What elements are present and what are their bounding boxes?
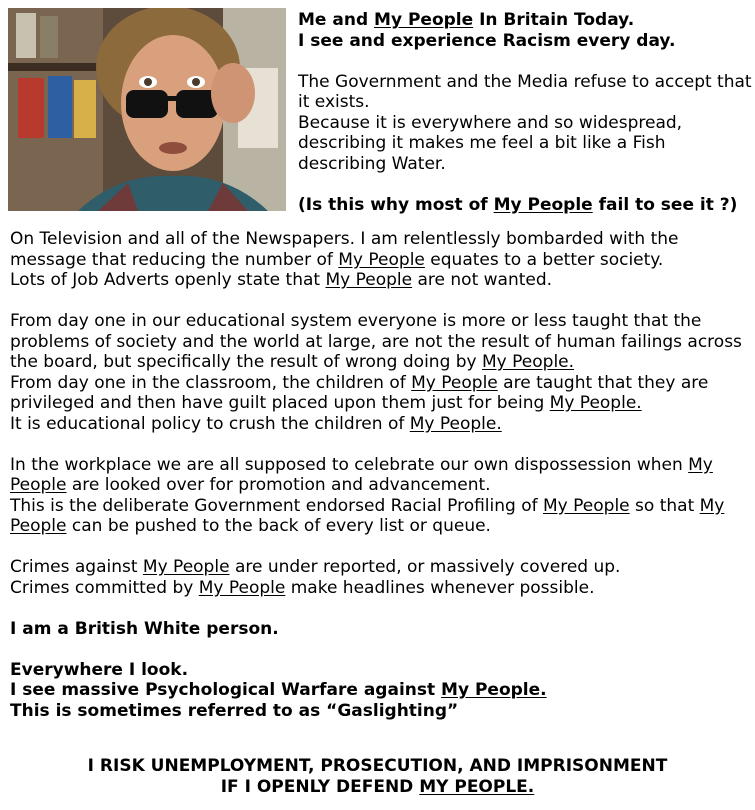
footer-line-1: I RISK UNEMPLOYMENT, PROSECUTION, AND IMPRISONMENT bbox=[87, 756, 668, 776]
government-media-line: The Government and the Media refuse to accept that it exists. bbox=[298, 71, 752, 112]
warfare-paragraph: Everywhere I look. I see massive Psychological Warfare against My People. This is sometimes referred to as “Gaslighting” bbox=[10, 659, 547, 721]
workplace-paragraph: In the workplace we are all supposed to celebrate our own dispossession when My People are looked over for promotion and advancement. This is the deliberate Government endorsed Racial Profiling of My People so that My People can be pushed to the back of every list or queue. bbox=[10, 454, 725, 536]
header-block bbox=[298, 10, 753, 215]
fish-water-line: Because it is everywhere and so widespread, describing it makes me feel a bit like a Fish describing Water. bbox=[298, 112, 683, 174]
subtitle: I see and experience Racism every day. bbox=[298, 30, 676, 51]
my-people-link: My People bbox=[374, 10, 474, 30]
footer-warning bbox=[0, 756, 755, 797]
identity-line: I am a British White person. bbox=[10, 618, 279, 639]
media-paragraph: On Television and all of the Newspapers. I am relentlessly bombarded with the message that reducing the number of My People equates to a better society. Lots of Job Adverts openly state that My People are not wanted. bbox=[10, 229, 679, 290]
crimes-paragraph: Crimes against My People are under reported, or massively covered up. Crimes committed by My People make headlines whenever possible. bbox=[10, 557, 621, 598]
title: Me and My People In Britain Today. bbox=[298, 10, 635, 30]
article-body bbox=[10, 229, 750, 721]
education-paragraph: From day one in our educational system everyone is more or less taught that the problems of society and the world at large, are not the result of human failings across the board, but specifically the result of wrong doing by My People. From day one in the classroom, the children of My People are taught that they are privileged and then have guilt placed upon them just for being My People. It is educational policy to crush the children of My People. bbox=[10, 311, 742, 434]
footer-line-2: IF I OPENLY DEFEND MY PEOPLE. bbox=[220, 776, 535, 797]
photo-man-with-sunglasses bbox=[8, 8, 286, 211]
question-line: (Is this why most of My People fail to see it ?) bbox=[298, 194, 738, 215]
